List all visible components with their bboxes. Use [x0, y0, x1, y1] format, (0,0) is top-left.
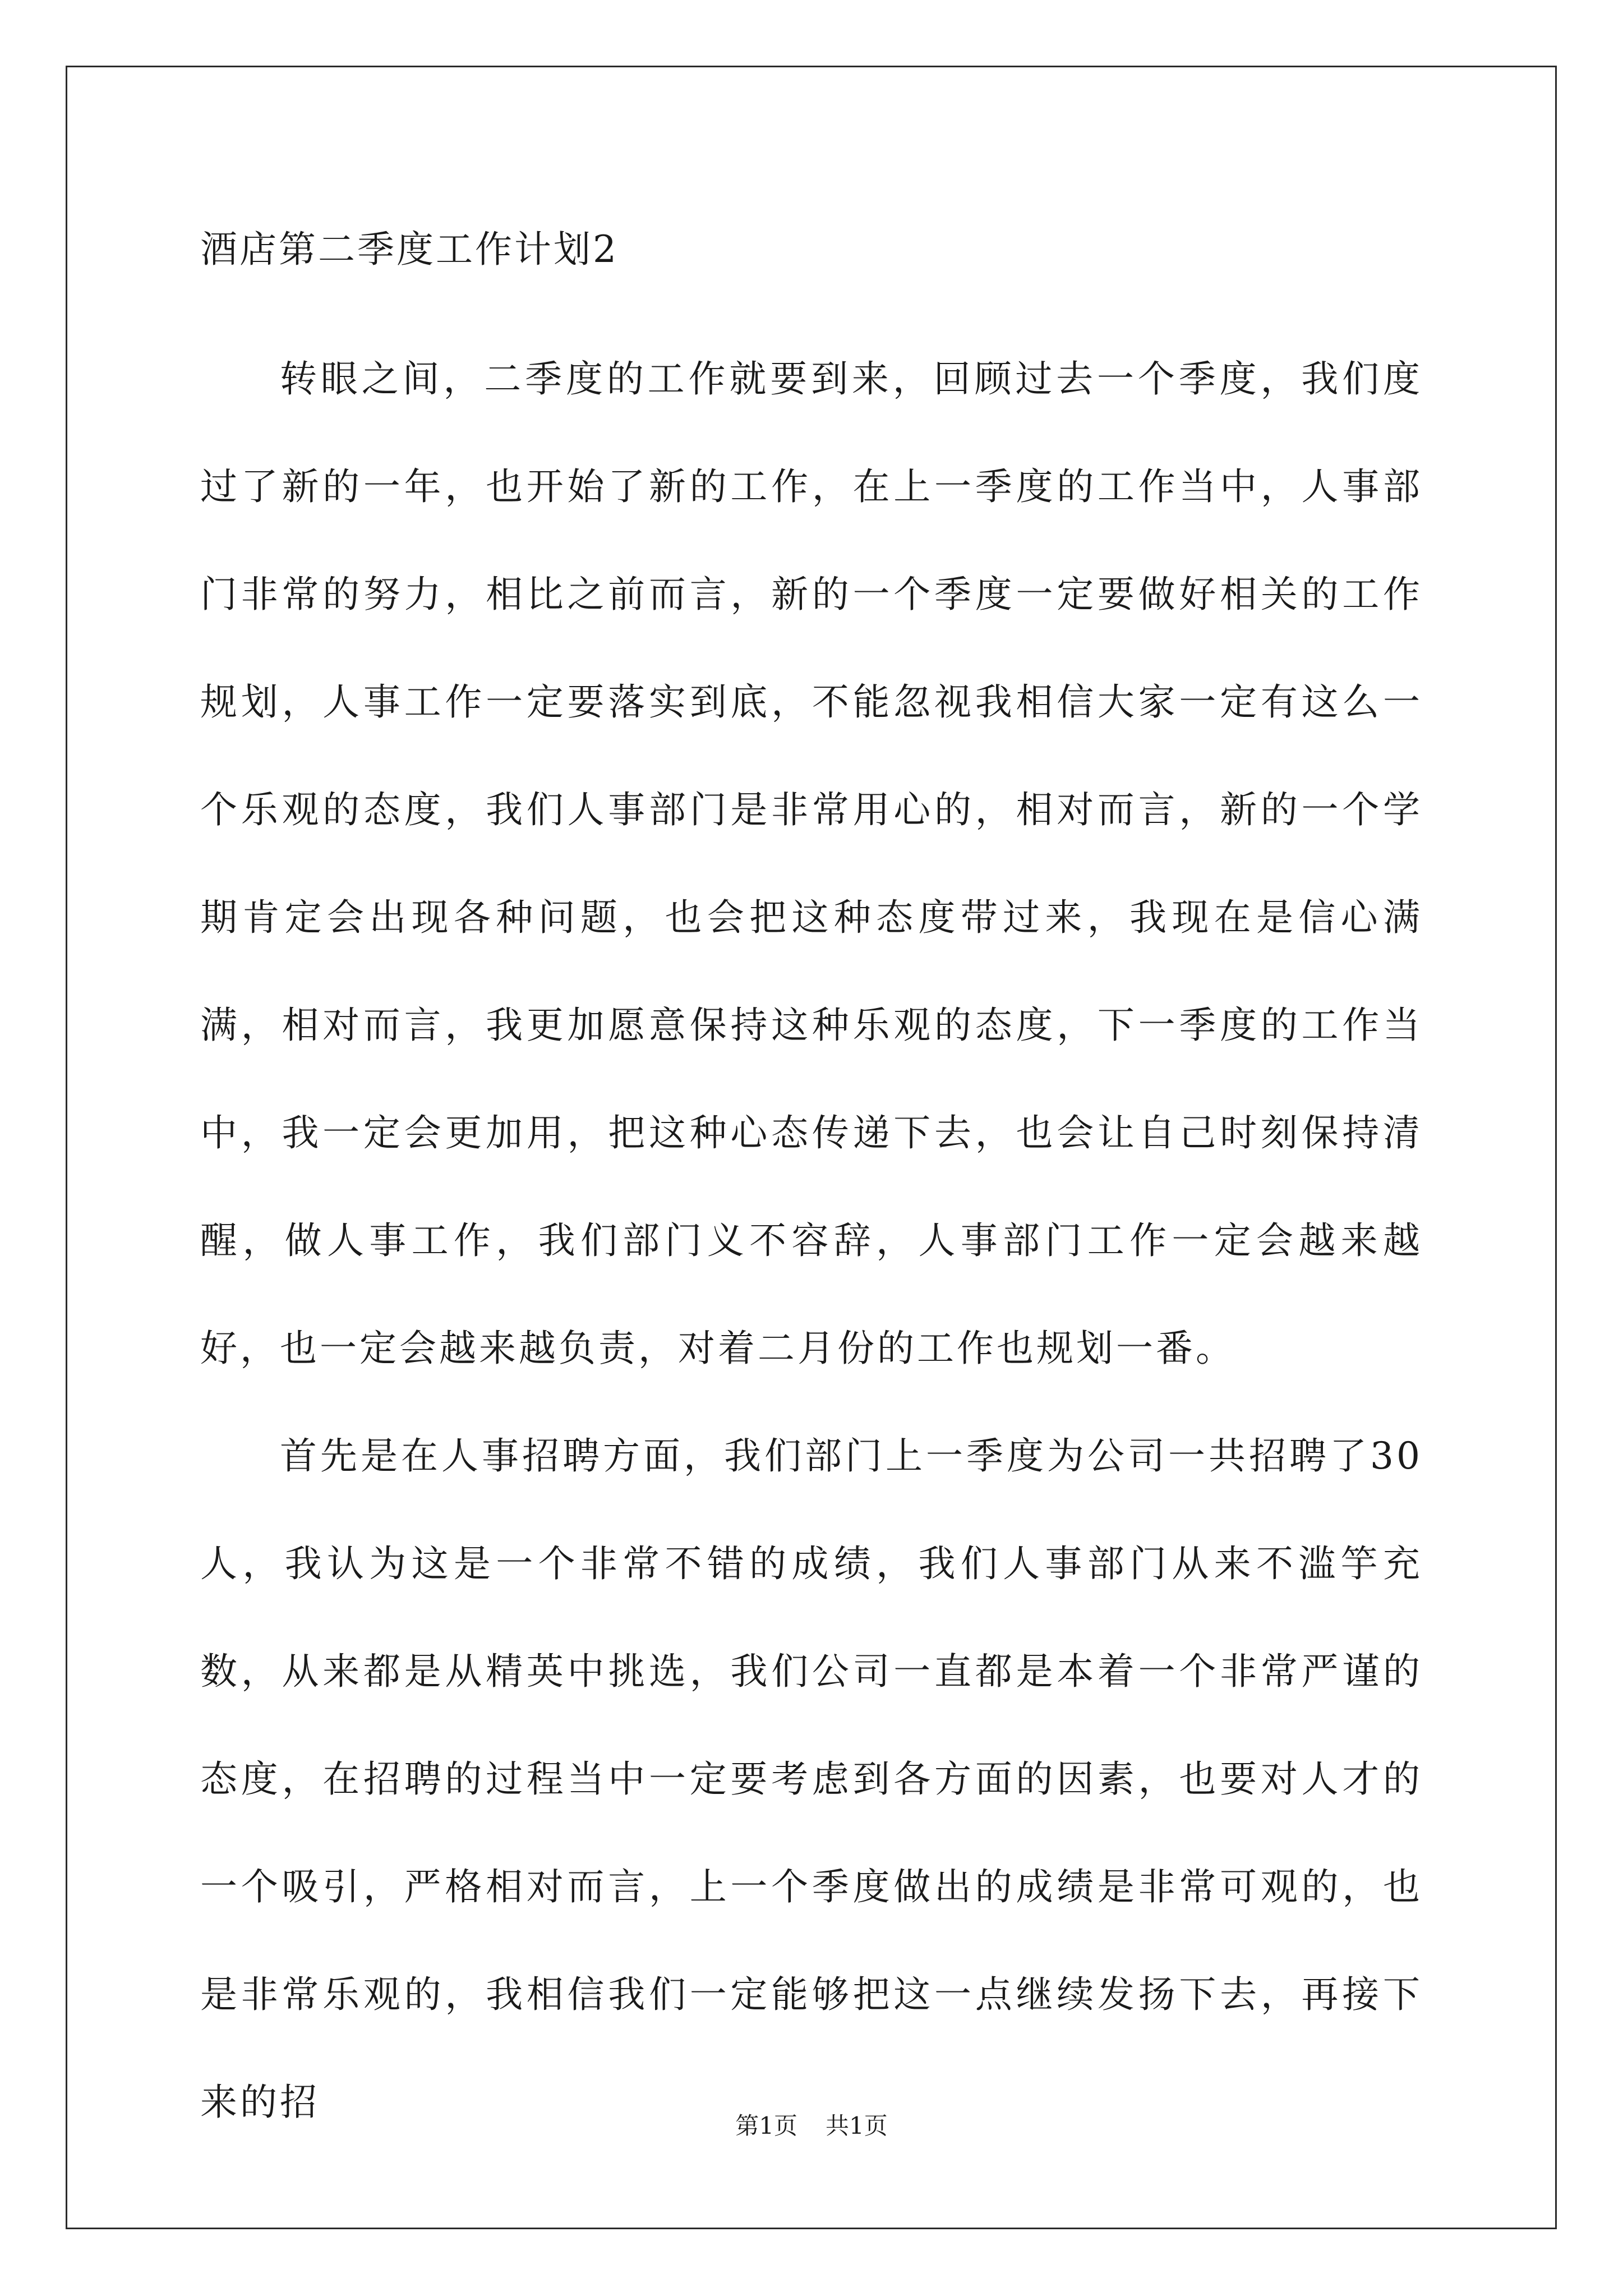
document-title: 酒店第二季度工作计划2 — [200, 228, 619, 271]
paragraph: 首先是在人事招聘方面，我们部门上一季度为公司一共招聘了30人，我认为这是一个非常不错的成绩，我们人事部门从来不滥竽充数，从来都是从精英中挑选，我们公司一直都是本着一个非常严谨的态度，在招聘的过程当中一定要考虑到各方面的因素，也要对人才的一个吸引，严格相对而言，上一个季度做出的成绩是非常可观的，也是非常乐观的，我相信我们一定能够把这一点继续发扬下去，再接下来的招 — [200, 1434, 1423, 2124]
document-body — [200, 325, 1423, 2156]
page-number-current: 第1页 — [735, 2112, 797, 2139]
paragraph: 转眼之间，二季度的工作就要到来，回顾过去一个季度，我们度过了新的一年，也开始了新的工作，在上一季度的工作当中，人事部门非常的努力，相比之前而言，新的一个季度一定要做好相关的工作规划，人事工作一定要落实到底，不能忽视我相信大家一定有这么一个乐观的态度，我们人事部门是非常用心的，相对而言，新的一个学期肯定会出现各种问题，也会把这种态度带过来，我现在是信心满满，相对而言，我更加愿意保持这种乐观的态度，下一季度的工作当中，我一定会更加用，把这种心态传递下去，也会让自己时刻保持清醒，做人事工作，我们部门义不容辞，人事部门工作一定会越来越好，也一定会越来越负责，对着二月份的工作也规划一番。 — [200, 357, 1423, 1370]
page-footer — [0, 2109, 1623, 2143]
page-number-total: 共1页 — [826, 2112, 888, 2139]
